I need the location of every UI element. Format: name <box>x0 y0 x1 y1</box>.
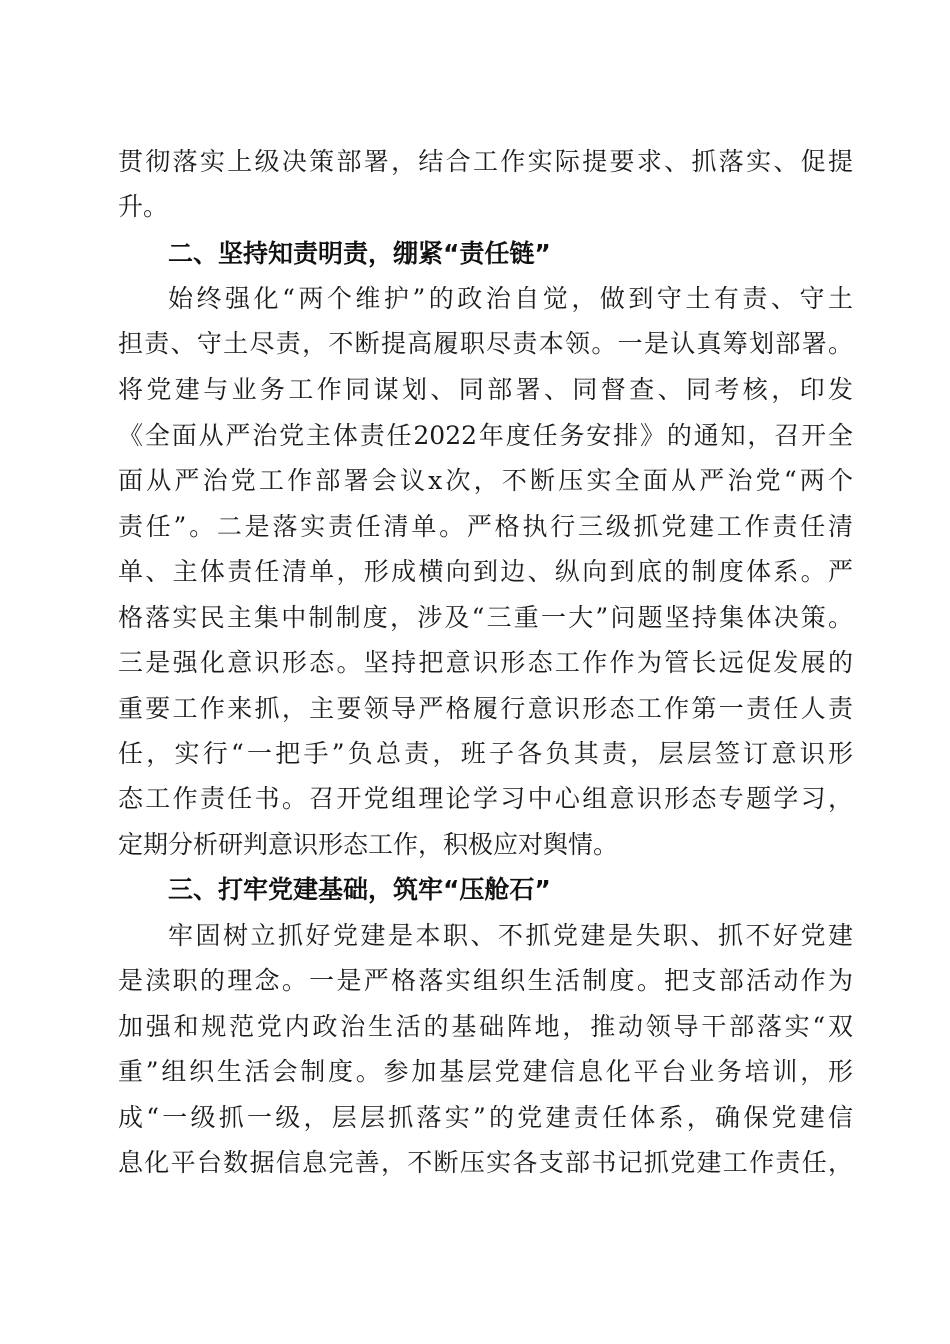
text-line: 面从严治党工作部署会议x次，不断压实全面从严治党“两个 <box>118 466 853 495</box>
text-line: 三是强化意识形态。坚持把意识形态工作作为管长远促发展的 <box>118 648 853 677</box>
text-line: 单、主体责任清单，形成横向到边、纵向到底的制度体系。严 <box>118 557 853 586</box>
text-line: 定期分析研判意识形态工作，积极应对舆情。 <box>118 830 619 859</box>
text-line: 将党建与业务工作同谋划、同部署、同督查、同考核，印发 <box>118 375 853 404</box>
text-line: 《全面从严治党主体责任2022年度任务安排》的通知，召开全 <box>118 421 853 450</box>
text-line: 升。 <box>118 192 169 221</box>
paragraph-first-line: 牢固树立抓好党建是本职、不抓党建是失职、抓不好党建 <box>168 921 853 950</box>
text-line: 成“一级抓一级，层层抓落实”的党建责任体系，确保党建信 <box>118 1103 853 1132</box>
text-line: 贯彻落实上级决策部署，结合工作实际提要求、抓落实、促提 <box>118 147 853 176</box>
section-heading-3: 三、打牢党建基础，筑牢“压舱石” <box>168 875 551 904</box>
text-line: 重要工作来抓，主要领导严格履行意识形态工作第一责任人责 <box>118 694 853 723</box>
text-line: 担责、守土尽责，不断提高履职尽责本领。一是认真筹划部署。 <box>118 329 853 358</box>
text-line: 任，实行“一把手”负总责，班子各负其责，层层签订意识形 <box>118 739 853 768</box>
text-line: 责任”。二是落实责任清单。严格执行三级抓党建工作责任清 <box>118 512 853 541</box>
text-line: 是渎职的理念。一是严格落实组织生活制度。把支部活动作为 <box>118 966 853 995</box>
text-line: 加强和规范党内政治生活的基础阵地，推动领导干部落实“双 <box>118 1012 853 1041</box>
text-line: 重”组织生活会制度。参加基层党建信息化平台业务培训，形 <box>118 1057 853 1086</box>
section-heading-2: 二、坚持知责明责，绷紧“责任链” <box>168 239 551 268</box>
text-line: 格落实民主集中制制度，涉及“三重一大”问题坚持集体决策。 <box>118 603 853 632</box>
text-line: 息化平台数据信息完善，不断压实各支部书记抓党建工作责任， <box>118 1148 853 1177</box>
text-line: 态工作责任书。召开党组理论学习中心组意识形态专题学习， <box>118 784 853 813</box>
paragraph-first-line: 始终强化“两个维护”的政治自觉，做到守土有责、守土 <box>168 284 853 313</box>
